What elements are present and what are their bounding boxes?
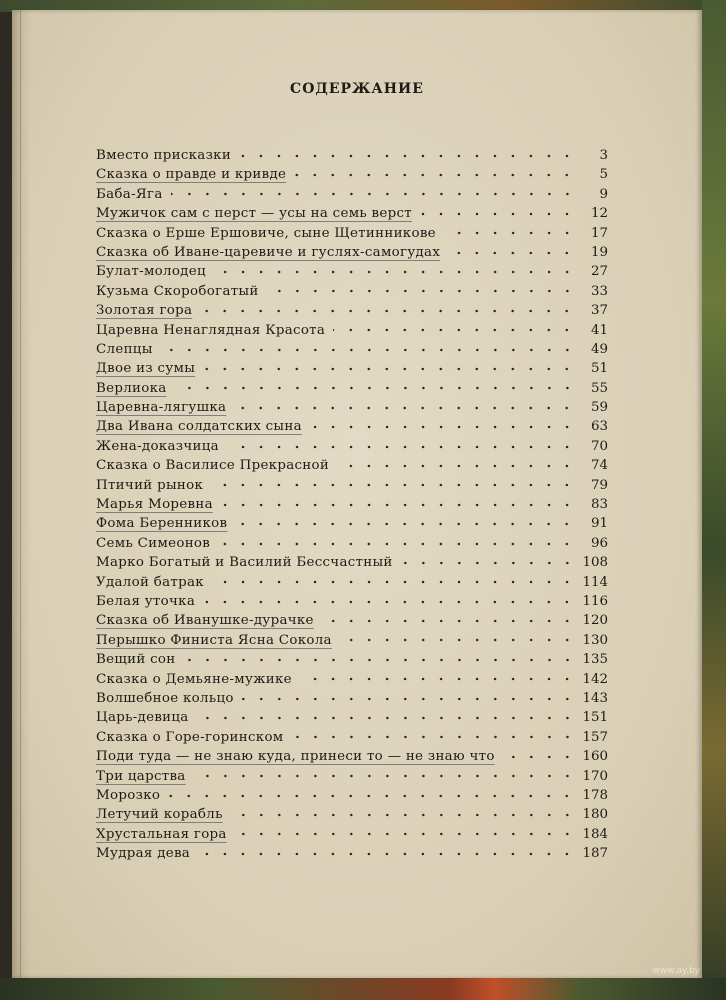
dot-leader <box>200 309 576 313</box>
toc-entry-page: 187 <box>582 846 608 862</box>
dot-leader <box>171 192 576 196</box>
toc-entry-title: Фома Беренников <box>96 516 228 532</box>
toc-entry-page: 114 <box>582 574 608 590</box>
toc-entry <box>96 534 608 553</box>
toc-entry-page: 37 <box>590 303 608 319</box>
dot-leader <box>203 600 576 604</box>
toc-entry-title: Сказка о Демьяне-мужике <box>96 671 292 687</box>
toc-entry-page: 55 <box>590 380 608 396</box>
toc-entry-page: 157 <box>582 729 608 745</box>
dot-leader <box>340 638 576 642</box>
page-title: СОДЕРЖАНИЕ <box>290 81 424 97</box>
toc-entry-page: 79 <box>590 477 608 493</box>
toc-entry <box>96 185 608 204</box>
dot-leader <box>214 270 576 274</box>
dot-leader <box>239 154 576 158</box>
dot-leader <box>184 658 576 662</box>
toc-entry-title: Удалой батрак <box>96 574 204 590</box>
toc-entry-title: Булат-молодец <box>96 264 206 280</box>
dot-leader <box>444 231 576 235</box>
dot-leader <box>221 503 576 507</box>
dot-leader <box>267 289 576 293</box>
toc-entry-page: 180 <box>582 807 608 823</box>
toc-entry <box>96 379 608 398</box>
toc-entry-page: 83 <box>590 497 608 513</box>
toc-entry-page: 19 <box>590 244 608 260</box>
toc-entry <box>96 204 608 223</box>
toc-entry-title: Кузьма Скоробогатый <box>96 283 259 299</box>
dot-leader <box>448 251 576 255</box>
dot-leader <box>333 328 576 332</box>
toc-entry-title: Волшебное кольцо <box>96 690 234 706</box>
toc-entry-title: Птичий рынок <box>96 477 204 493</box>
toc-entry-page: 51 <box>590 361 608 377</box>
dot-leader <box>194 774 576 778</box>
toc-entry-page: 74 <box>590 458 608 474</box>
toc-entry-page: 120 <box>582 613 608 629</box>
toc-entry <box>96 670 608 689</box>
toc-entry <box>96 631 608 650</box>
toc-entry <box>96 728 608 747</box>
toc-entry-title: Жена-доказчица <box>96 438 219 454</box>
book-page <box>12 10 702 978</box>
toc-entry <box>96 340 608 359</box>
toc-entry-title: Морозко <box>96 787 161 803</box>
toc-entry <box>96 747 608 766</box>
toc-entry <box>96 767 608 786</box>
toc-entry-page: 108 <box>582 555 608 571</box>
toc-entry-title: Поди туда — не знаю куда, принеси то — не знаю что <box>96 749 495 765</box>
toc-entry-page: 33 <box>590 283 608 299</box>
toc-entry <box>96 359 608 378</box>
toc-entry <box>96 321 608 340</box>
toc-entry-title: Семь Симеонов <box>96 535 211 551</box>
toc-entry-page: 184 <box>582 826 608 842</box>
toc-entry-title: Царевна Ненаглядная Красота <box>96 322 326 338</box>
toc-entry-page: 9 <box>599 186 608 202</box>
toc-entry-title: Марья Моревна <box>96 497 213 513</box>
toc-entry-page: 12 <box>590 206 608 222</box>
toc-entry-title: Белая уточка <box>96 593 196 609</box>
dot-leader <box>294 173 576 177</box>
toc-entry <box>96 437 608 456</box>
page-gutter <box>20 10 21 978</box>
toc-entry <box>96 553 608 572</box>
dot-leader <box>218 542 576 546</box>
toc-entry <box>96 398 608 417</box>
dot-leader <box>198 852 576 856</box>
toc-entry-page: 143 <box>582 690 608 706</box>
toc-entry-title: Сказка об Иване-царевиче и гуслях-самогудах <box>96 244 441 260</box>
toc-entry-page: 41 <box>590 322 608 338</box>
toc-entry <box>96 786 608 805</box>
toc-entry-title: Царевна-лягушка <box>96 400 227 416</box>
toc-entry-page: 59 <box>590 400 608 416</box>
dot-leader <box>203 367 576 371</box>
toc-entry-page: 130 <box>582 632 608 648</box>
toc-entry <box>96 514 608 533</box>
toc-entry-title: Баба-Яга <box>96 186 163 202</box>
toc-entry-title: Мудрая дева <box>96 846 191 862</box>
toc-entry-title: Сказка о Василисе Прекрасной <box>96 458 330 474</box>
toc-entry <box>96 301 608 320</box>
toc-entry-page: 178 <box>582 787 608 803</box>
dot-leader <box>420 212 576 216</box>
book-cover-left-edge <box>0 0 12 1000</box>
toc-entry <box>96 844 608 863</box>
toc-entry <box>96 243 608 262</box>
toc-entry-page: 5 <box>599 167 608 183</box>
toc-entry-title: Сказка о Горе-горинском <box>96 729 284 745</box>
toc-entry-page: 135 <box>582 652 608 668</box>
toc-entry <box>96 592 608 611</box>
dot-leader <box>197 716 576 720</box>
toc-entry-page: 27 <box>590 264 608 280</box>
toc-entry-page: 160 <box>582 749 608 765</box>
dot-leader <box>401 561 576 565</box>
dot-leader <box>175 386 576 390</box>
toc-entry-page: 170 <box>582 768 608 784</box>
watermark: www.ay.by <box>652 966 700 976</box>
toc-entry <box>96 573 608 592</box>
dot-leader <box>235 522 576 526</box>
toc-entry-page: 142 <box>582 671 608 687</box>
toc-entry <box>96 708 608 727</box>
toc-entry-title: Марко Богатый и Василий Бессчастный <box>96 555 393 571</box>
toc-entry-title: Сказка о Ерше Ершовиче, сыне Щетинникове <box>96 225 436 241</box>
toc-entry <box>96 611 608 630</box>
toc-entry-title: Золотая гора <box>96 303 193 319</box>
toc-entry <box>96 282 608 301</box>
toc-entry <box>96 224 608 243</box>
toc-entry <box>96 146 608 165</box>
dot-leader <box>231 813 576 817</box>
toc-entry-title: Три царства <box>96 768 186 784</box>
toc-entry-title: Хрустальная гора <box>96 826 227 842</box>
toc-entry-page: 116 <box>582 593 608 609</box>
toc-entry-page: 49 <box>590 341 608 357</box>
toc-entry-title: Два Ивана солдатских сына <box>96 419 302 435</box>
toc-entry <box>96 825 608 844</box>
toc-entry-page: 151 <box>582 710 608 726</box>
toc-entry-page: 63 <box>590 419 608 435</box>
dot-leader <box>235 832 576 836</box>
dot-leader <box>242 697 576 701</box>
toc-entry-title: Слепцы <box>96 341 153 357</box>
toc-entry <box>96 495 608 514</box>
toc-entry-title: Верлиока <box>96 380 167 396</box>
toc-entry <box>96 650 608 669</box>
book-cover-bottom-edge <box>0 978 726 1000</box>
toc-entry-title: Мужичок сам с перст — усы на семь верст <box>96 206 413 222</box>
toc-entry <box>96 476 608 495</box>
toc-entry <box>96 689 608 708</box>
dot-leader <box>212 580 576 584</box>
toc-entry <box>96 165 608 184</box>
toc-entry <box>96 805 608 824</box>
dot-leader <box>322 619 576 623</box>
toc-entry-title: Сказка об Иванушке-дурачке <box>96 613 314 629</box>
dot-leader <box>503 755 576 759</box>
toc-entry-title: Двое из сумы <box>96 361 196 377</box>
dot-leader <box>292 735 576 739</box>
dot-leader <box>168 794 576 798</box>
toc-entry-page: 96 <box>590 535 608 551</box>
toc-entry-title: Сказка о правде и кривде <box>96 167 287 183</box>
toc-entry <box>96 262 608 281</box>
toc-entry <box>96 456 608 475</box>
toc-entry-title: Вместо присказки <box>96 148 232 163</box>
toc-entry-page: 17 <box>590 225 608 241</box>
dot-leader <box>337 464 576 468</box>
dot-leader <box>300 677 576 681</box>
toc-entry <box>96 417 608 436</box>
dot-leader <box>161 348 576 352</box>
toc-entry-title: Летучий корабль <box>96 807 223 823</box>
dot-leader <box>211 483 576 487</box>
toc-entry-page: 70 <box>590 438 608 454</box>
dot-leader <box>227 445 576 449</box>
dot-leader <box>310 425 576 429</box>
book-cover-right-edge <box>702 0 726 1000</box>
toc-entry-page: 3 <box>599 148 608 163</box>
toc-entry-title: Перышко Финиста Ясна Сокола <box>96 632 332 648</box>
table-of-contents <box>96 146 608 863</box>
toc-entry-title: Вещий сон <box>96 652 176 668</box>
toc-entry-title: Царь-девица <box>96 710 189 726</box>
toc-entry-page: 91 <box>590 516 608 532</box>
dot-leader <box>234 406 576 410</box>
